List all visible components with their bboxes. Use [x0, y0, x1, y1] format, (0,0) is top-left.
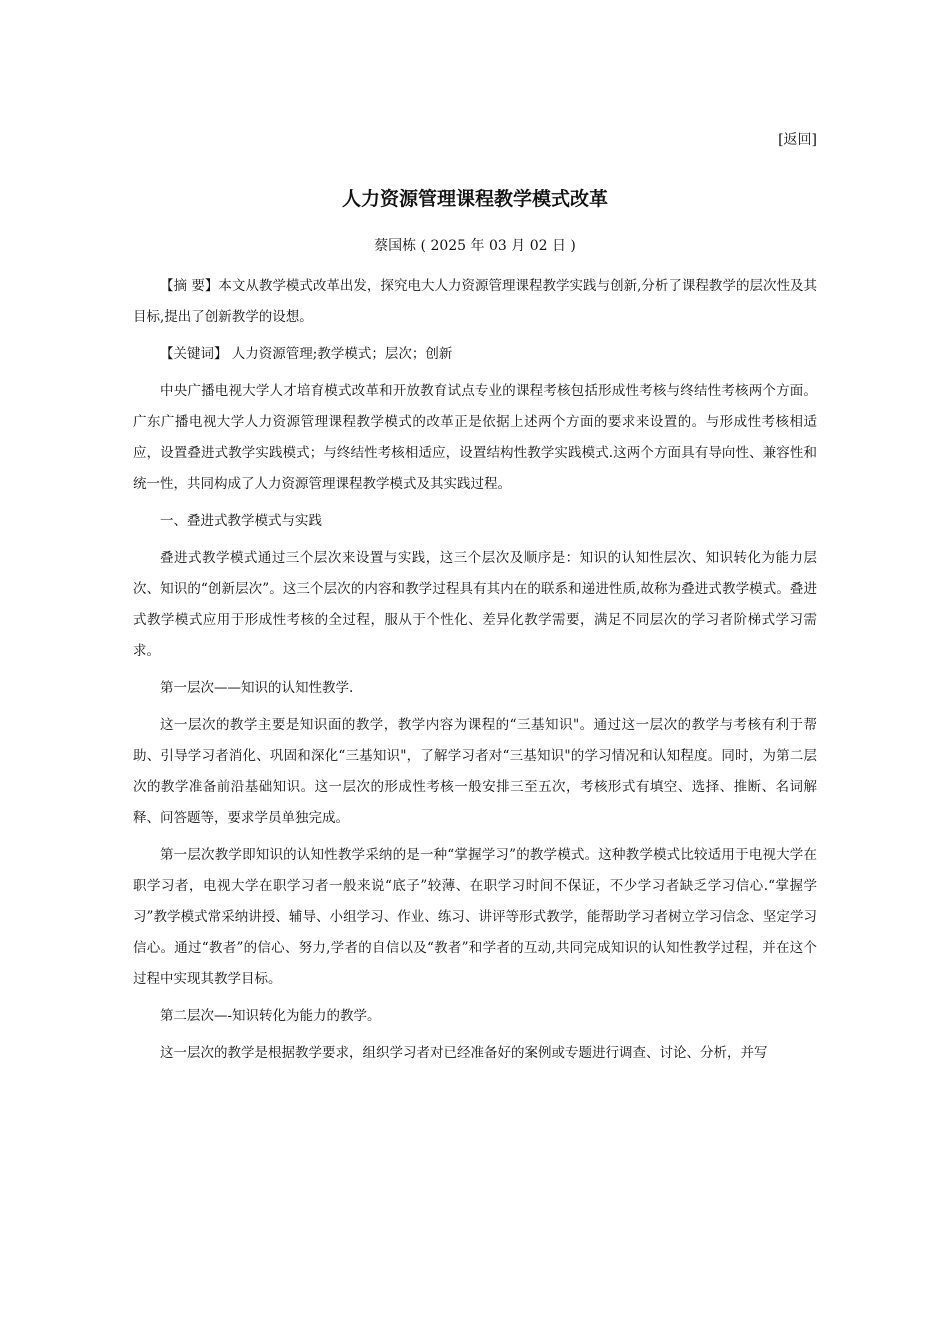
- keywords-paragraph: 【关键词】 人力资源管理;教学模式；层次；创新: [160, 346, 453, 362]
- author-date-line: 蔡国栋 ( 2025 年 03 月 02 日 ): [374, 238, 576, 254]
- subsection-heading: 第二层次—-知识转化为能力的教学。: [160, 1008, 381, 1024]
- subsection-heading: 第一层次——知识的认知性教学.: [160, 680, 354, 696]
- body-paragraph: 叠进式教学模式通过三个层次来设置与实践，这三个层次及顺序是：知识的认知性层次、知识转化为能力层次、知识的“创新层次”。这三个层次的内容和教学过程具有其内在的联系和递进性质,故称为叠进式教学模式。叠进式教学模式应用于形成性考核的全过程，服从于个性化、差异化教学需要，满足不同层次的学习者阶梯式学习需求。: [133, 550, 817, 659]
- article-body: [133, 271, 817, 1075]
- abstract-paragraph: 【摘 要】本文从教学模式改革出发，探究电大人力资源管理课程教学实践与创新,分析了课程教学的层次性及其目标,提出了创新教学的设想。: [133, 278, 817, 325]
- return-link[interactable]: [返回]: [778, 132, 817, 148]
- article-title: 人力资源管理课程教学模式改革: [341, 188, 608, 210]
- section-heading: 一、叠进式教学模式与实践: [160, 513, 322, 529]
- body-paragraph: 这一层次的教学主要是知识面的教学，教学内容为课程的“三基知识"。通过这一层次的教学与考核有利于帮助、引导学习者消化、巩固和深化“三基知识"，了解学习者对“三基知识"的学习情况和认知程度。同时，为第二层次的教学准备前沿基础知识。这一层次的形成性考核一般安排三至五次，考核形式有填空、选择、推断、名词解释、问答题等，要求学员单独完成。: [133, 717, 817, 826]
- body-paragraph: 中央广播电视大学人才培育模式改革和开放教育试点专业的课程考核包括形成性考核与终结性考核两个方面。广东广播电视大学人力资源管理课程教学模式的改革正是依据上述两个方面的要求来设置的。与形成性考核相适应，设置叠进式教学实践模式；与终结性考核相适应，设置结构性教学实践模式.这两个方面具有导向性、兼容性和统一性，共同构成了人力资源管理课程教学模式及其实践过程。: [133, 383, 817, 492]
- body-paragraph: 第一层次教学即知识的认知性教学采纳的是一种“掌握学习”的教学模式。这种教学模式比较适用于电视大学在职学习者，电视大学在职学习者一般来说“底子”较薄、在职学习时间不保证，不少学习者缺乏学习信心.“掌握学习”教学模式常采纳讲授、辅导、小组学习、作业、练习、讲评等形式教学，能帮助学习者树立学习信念、坚定学习信心。通过“教者”的信心、努力,学者的自信以及“教者”和学者的互动,共同完成知识的认知性教学过程，并在这个过程中实现其教学目标。: [133, 847, 818, 987]
- body-paragraph: 这一层次的教学是根据教学要求，组织学习者对已经准备好的案例或专题进行调查、讨论、分析，并写: [160, 1045, 768, 1061]
